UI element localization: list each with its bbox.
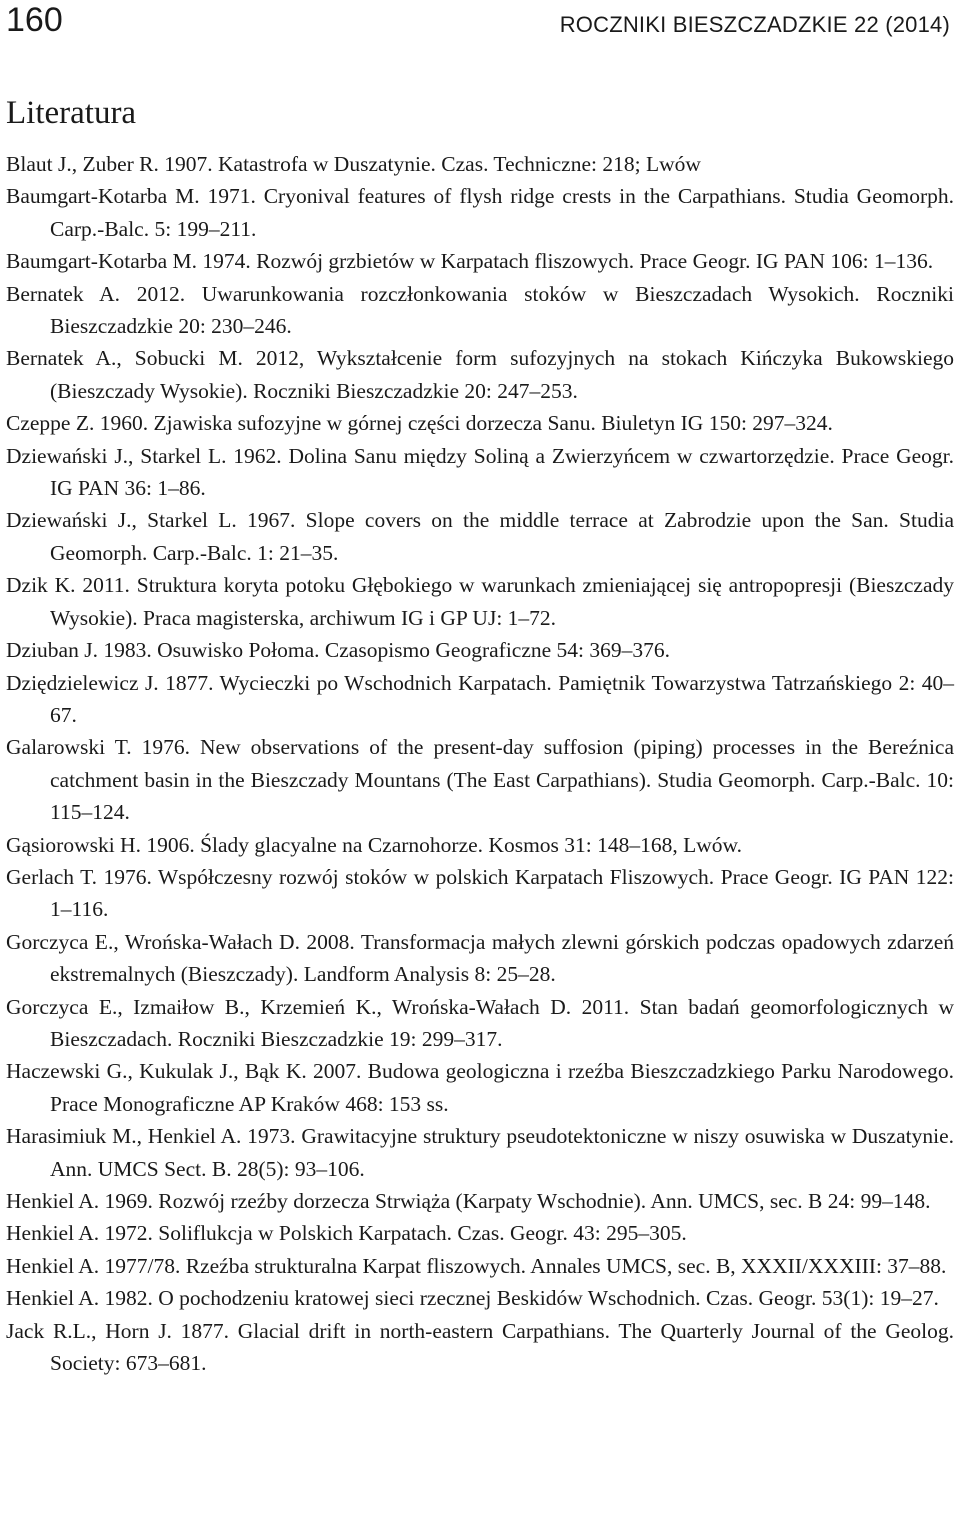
reference-item: Dziuban J. 1983. Osuwisko Połoma. Czasopismo Geograficzne 54: 369–376. (6, 638, 671, 663)
running-head: ROCZNIKI BIESZCZADZKIE 22 (2014) (559, 12, 950, 37)
reference-item: Galarowski T. 1976. New observations of the present-day suffosion (piping) processes in the Bereźnica catchment basin in the Bieszczady Mountans (The East Carpathians). Studia Geomorph. Carp.-Balc. 10: 115–124. (6, 735, 954, 825)
reference-item: Henkiel A. 1969. Rozwój rzeźby dorzecza Strwiąża (Karpaty Wschodnie). Ann. UMCS, sec. B 24: 99–148. (6, 1189, 931, 1213)
reference-item: Henkiel A. 1982. O pochodzeniu kratowej sieci rzecznej Beskidów Wschodnich. Czas. Geogr. 53(1): 19–27. (6, 1286, 939, 1311)
reference-item: Dzik K. 2011. Struktura koryta potoku Głębokiego w warunkach zmieniającej się antropopresji (Bieszczady Wysokie). Praca magisterska, archiwum IG i GP UJ: 1–72. (6, 573, 954, 630)
section-title: Literatura (6, 95, 137, 131)
reference-item: Dziędzielewicz J. 1877. Wycieczki po Wschodnich Karpatach. Pamiętnik Towarzystwa Tatrzańskiego 2: 40–67. (6, 670, 954, 727)
reference-item: Henkiel A. 1972. Soliflukcja w Polskich Karpatach. Czas. Geogr. 43: 295–305. (6, 1221, 687, 1246)
reference-item: Harasimiuk M., Henkiel A. 1973. Grawitacyjne struktury pseudotektoniczne w niszy osuwiska w Duszatynie. Ann. UMCS Sect. B. 28(5): 93–106. (6, 1124, 954, 1181)
reference-item: Bernatek A. 2012. Uwarunkowania rozczłonkowania stoków w Bieszczadach Wysokich. Roczniki Bieszczadzkie 20: 230–246. (6, 281, 954, 339)
reference-item: Bernatek A., Sobucki M. 2012, Wykształcenie form sufozyjnych na stokach Kińczyka Bukowskiego (Bieszczady Wysokie). Roczniki Bieszczadzkie 20: 247–253. (6, 346, 954, 403)
reference-item: Henkiel A. 1977/78. Rzeźba strukturalna Karpat fliszowych. Annales UMCS, sec. B, XXXII/XXXIII: 37–88. (6, 1253, 947, 1278)
reference-item: Baumgart-Kotarba M. 1974. Rozwój grzbietów w Karpatach fliszowych. Prace Geogr. IG PAN 106: 1–136. (6, 249, 934, 274)
page-number: 160 (6, 1, 63, 39)
reference-item: Gąsiorowski H. 1906. Ślady glacyalne na Czarnohorze. Kosmos 31: 148–168, Lwów. (6, 832, 743, 857)
reference-item: Baumgart-Kotarba M. 1971. Cryonival features of flysh ridge crests in the Carpathians. Studia Geomorph. Carp.-Balc. 5: 199–211. (6, 184, 954, 241)
reference-item: Dziewański J., Starkel L. 1962. Dolina Sanu między Soliną a Zwierzyńcem w czwartorzędzie. Prace Geogr. IG PAN 36: 1–86. (6, 443, 954, 501)
reference-item: Jack R.L., Horn J. 1877. Glacial drift in north-eastern Carpathians. The Quarterly Journal of the Geolog. Society: 673–681. (6, 1318, 954, 1376)
reference-item: Blaut J., Zuber R. 1907. Katastrofa w Duszatynie. Czas. Techniczne: 218; Lwów (6, 152, 701, 176)
reference-item: Haczewski G., Kukulak J., Bąk K. 2007. Budowa geologiczna i rzeźba Bieszczadzkiego Parku Narodowego. Prace Monograficzne AP Kraków 468: 153 ss. (6, 1059, 954, 1116)
reference-list (6, 148, 954, 1379)
reference-item: Gorczyca E., Izmaiłow B., Krzemień K., Wrońska-Wałach D. 2011. Stan badań geomorfologicznych w Bieszczadach. Roczniki Bieszczadzkie 19: 299–317. (6, 994, 954, 1051)
reference-item: Dziewański J., Starkel L. 1967. Slope covers on the middle terrace at Zabrodzie upon the San. Studia Geomorph. Carp.-Balc. 1: 21–35. (6, 508, 954, 565)
reference-item: Gerlach T. 1976. Współczesny rozwój stoków w polskich Karpatach Fliszowych. Prace Geogr. IG PAN 122: 1–116. (6, 864, 954, 922)
reference-item: Czeppe Z. 1960. Zjawiska sufozyjne w górnej części dorzecza Sanu. Biuletyn IG 150: 297–324. (6, 411, 833, 436)
reference-item: Gorczyca E., Wrońska-Wałach D. 2008. Transformacja małych zlewni górskich podczas opadowych zdarzeń ekstremalnych (Bieszczady). Landform Analysis 8: 25–28. (6, 929, 954, 987)
